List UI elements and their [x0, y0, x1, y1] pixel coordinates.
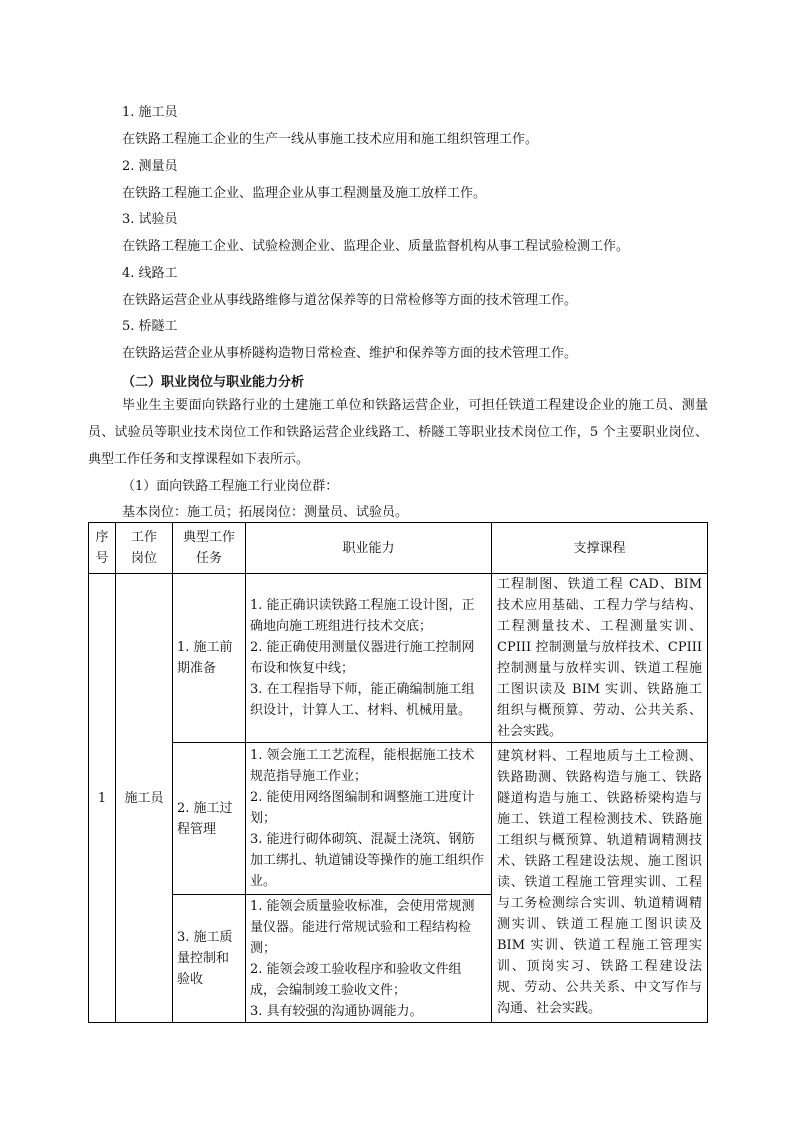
role-4-title: 4. 线路工	[122, 266, 178, 281]
role-3-desc: 在铁路工程施工企业、试验检测企业、监理企业、质量监督机构从事工程试验检测工作。	[122, 239, 630, 254]
header-task: 典型工作 任务	[173, 523, 246, 574]
row-number: 1	[89, 574, 116, 1023]
job-analysis-table	[88, 522, 708, 1023]
task-ability: 1. 能正确识读铁路工程施工设计图，正确地向施工班组进行技术交底； 2. 能正确使用测量仪器进行施工控制网布设和恢复中线； 3. 在工程指导下师，能正确编制施工组织设计，计算人工、材料、机械用量。	[246, 574, 492, 743]
task-name: 3. 施工质 量控制和 验收	[173, 895, 246, 1023]
table-row	[89, 743, 708, 895]
header-ability: 职业能力	[246, 523, 492, 574]
table-header-row	[89, 523, 708, 574]
table-row	[89, 574, 708, 743]
role-2-desc: 在铁路工程施工企业、监理企业从事工程测量及施工放样工作。	[122, 186, 487, 201]
role-2-title: 2. 测量员	[122, 159, 178, 174]
section-heading: （二）职业岗位与职业能力分析	[122, 375, 305, 390]
role-3-title: 3. 试验员	[122, 212, 178, 227]
task-ability: 1. 领会施工工艺流程，能根据施工技术规范指导施工作业； 2. 能使用网络图编制和调整施工进度计划； 3. 能进行砌体砌筑、混凝土浇筑、钢筋加工绑扎、轨道铺设等操作的施工组织作业。	[246, 743, 492, 895]
role-4-desc: 在铁路运营企业从事线路维修与道岔保养等的日常检修等方面的技术管理工作。	[122, 293, 578, 308]
intro-paragraph: 毕业生主要面向铁路行业的土建施工单位和铁路运营企业，可担任铁道工程建设企业的施工员、测量员、试验员等职业技术岗位工作和铁路运营企业线路工、桥隧工等职业技术岗位工作，5 个主要职业岗位、典型工作任务和支撑课程如下表所示。	[88, 398, 708, 467]
group-positions: 基本岗位：施工员；拓展岗位：测量员、试验员。	[122, 505, 409, 520]
task-name: 1. 施工前 期准备	[173, 574, 246, 743]
course-cell: 建筑材料、工程地质与土工检测、铁路勘测、铁路构造与施工、铁路隧道构造与施工、铁路桥梁构造与施工、铁道工程检测技术、铁路施工组织与概预算、轨道精调精测技术、铁路工程建设法规、施工图识读、铁道工程施工管理实训、工程与工务检测综合实训、轨道精调精测实训、铁道工程施工图识读及 BIM 实训、铁道工程施工管理实训、顶岗实习、铁路工程建设法规、劳动、公共关系、中文写作与沟通、社会实践。	[492, 743, 708, 1023]
role-1-title: 1. 施工员	[122, 105, 178, 120]
role-5-desc: 在铁路运营企业从事桥隧构造物日常检查、维护和保养等方面的技术管理工作。	[122, 346, 578, 361]
course-cell: 工程制图、铁道工程 CAD、BIM 技术应用基础、工程力学与结构、工程测量技术、工程测量实训、CPIII 控制测量与放样技术、CPIII 控制测量与放样实训、铁道工程施工图识读及 BIM 实训、铁路施工组织与概预算、劳动、公共关系、社会实践。	[492, 574, 708, 743]
role-1-desc: 在铁路工程施工企业的生产一线从事施工技术应用和施工组织管理工作。	[122, 132, 539, 147]
header-post: 工作 岗位	[116, 523, 173, 574]
task-ability: 1. 能领会质量验收标准，会使用常规测量仪器。能进行常规试验和工程结构检测； 2. 能领会竣工验收程序和验收文件组成，会编制竣工验收文件； 3. 具有较强的沟通协调能力。	[246, 895, 492, 1023]
header-course: 支撑课程	[492, 523, 708, 574]
role-5-title: 5. 桥隧工	[122, 319, 178, 334]
header-no: 序 号	[89, 523, 116, 574]
post-name: 施工员	[116, 574, 173, 1023]
task-name: 2. 施工过 程管理	[173, 743, 246, 895]
group-title: （1）面向铁路工程施工行业岗位群：	[122, 479, 339, 494]
